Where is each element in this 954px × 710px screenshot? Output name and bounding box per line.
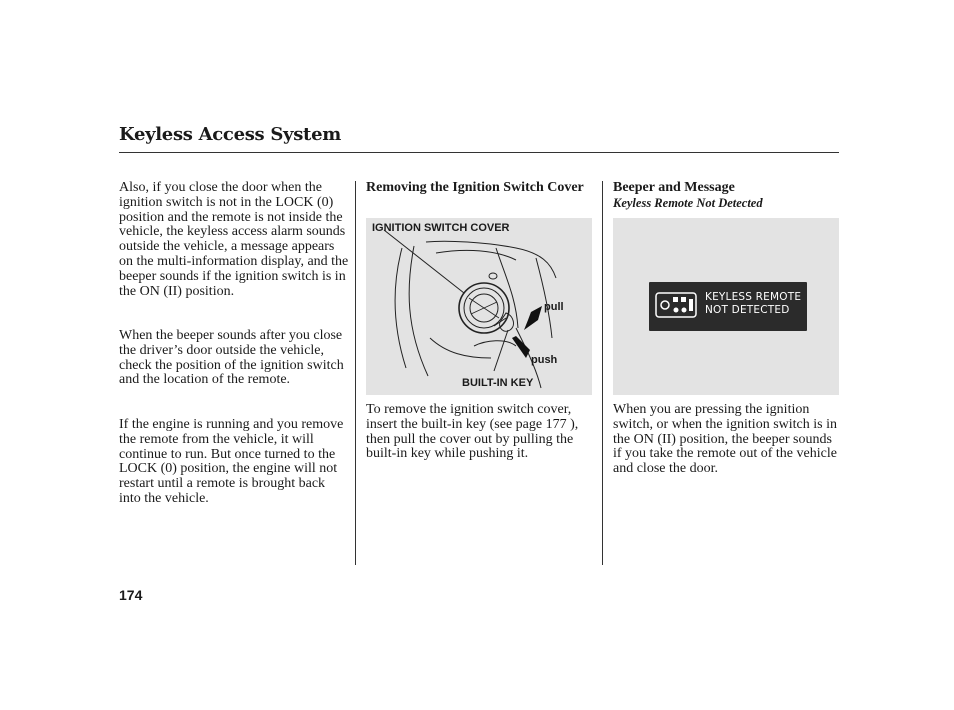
label-ignition-switch-cover: IGNITION SWITCH COVER [372, 222, 510, 234]
paragraph-beeper-check: When the beeper sounds after you close the driver’s door outside the vehicle, check the position of the ignition switch and the location of the remote. [119, 328, 344, 388]
paragraph-engine-running: If the engine is running and you remove the remote from the vehicle, it will continue to run. But once turned to the LOCK (0) position, the engine will not restart until a remote is brought back into the vehicle. [119, 417, 344, 506]
title-divider [119, 152, 839, 153]
label-pull: pull [544, 301, 564, 313]
section-heading-ignition-cover: Removing the Ignition Switch Cover [366, 180, 584, 195]
page-title: Keyless Access System [119, 124, 341, 145]
ignition-switch-illustration [366, 218, 592, 395]
page-number: 174 [119, 587, 143, 603]
column-divider-right [602, 181, 603, 565]
keyless-remote-icon [655, 290, 697, 320]
multi-info-display-illustration [613, 218, 839, 395]
paragraph-beeper-conditions: When you are pressing the ignition switch, or when the ignition switch is in the ON (II) position, the beeper sounds if you take the remote out of the vehicle and close the door. [613, 402, 837, 477]
paragraph-remove-cover: To remove the ignition switch cover, insert the built-in key (see page 177 ), then pull the cover out by pulling the built-in key while pushing it. [366, 402, 579, 462]
section-heading-beeper: Beeper and Message [613, 180, 735, 195]
column-divider-left [355, 181, 356, 565]
display-message-text [705, 291, 805, 317]
display-line-2: NOT DETECTED [705, 304, 790, 316]
paragraph-alarm-conditions: Also, if you close the door when the ignition switch is not in the LOCK (0) position and the remote is not inside the vehicle, the keyless access alarm sounds outside the vehicle, a message appears on the multi-information display, and the beeper sounds if the ignition switch is in the ON (II) position. [119, 180, 349, 299]
label-push: push [531, 354, 558, 366]
display-message-panel [649, 282, 807, 331]
subheading-remote-not-detected: Keyless Remote Not Detected [613, 196, 763, 210]
label-built-in-key: BUILT-IN KEY [462, 377, 534, 389]
display-line-1: KEYLESS REMOTE [705, 291, 802, 303]
